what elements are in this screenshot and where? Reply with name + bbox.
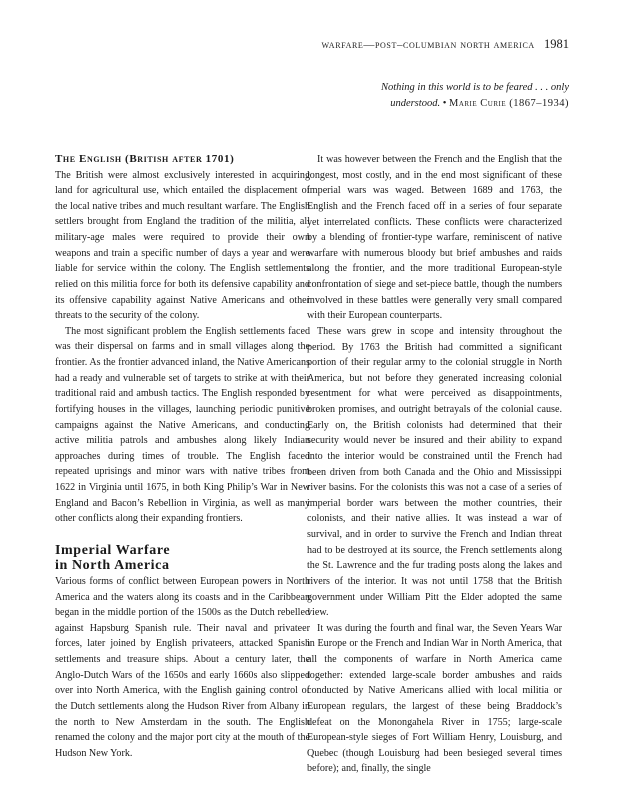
paragraph: The most significant problem the English settlements faced was their dispersal on farms and in small villages along the frontier. As the frontier advanced inland, the Native Americans had a ready and vulnerable set of targets to strike at with their traditional raid and ambush tactics. The English responded by fortifying houses in the villages, launching periodic punitive campaigns against the Native Americans, and conducting active militia patrols and ambushes along likely Indian approaches during times of trouble. The English faced repeated uprisings and minor wars with native tribes from 1622 in Virginia until 1675, in both King Philip’s War in New England and Bacon’s Rebellion in Virginia, as well as many other conflicts along their expanding frontiers. [55,325,310,525]
major-heading-line1: Imperial Warfare [55,542,171,558]
section-heading: The English (British after 1701) [55,153,235,165]
epigraph [381,80,569,112]
epigraph-quote-line2: understood. [390,98,441,109]
paragraph: It was during the fourth and final war, the Seven Years War in Europe or the French and Indian War in North America, that all the components of warfare in North America came together: extended large-scale border ambushes and raids conducted by Native Americans allied with local militia or European regulars, the largest of these being Braddock’s defeat on the Monongahela River in 1755; large-scale European-style sieges of Fort William Henry, Louisburg, and Quebec (though Louisburg had been besieged several times before); and, finally, the single [307,622,562,775]
paragraph: The British were almost exclusively interested in acquiring land for agricultural use, which entailed the displacement of the local native tribes and much resultant warfare. The English settlers brought from England the tradition of the militia, all military-age males were required to provide their own weapons and train a specific number of days a year and were liable for service within the colony. The English settlements relied on this militia force for both its defensive capability and its offensive capability against Native Americans and other threats to the security of the colony. [55,169,310,322]
major-heading [55,543,310,574]
paragraph: These wars grew in scope and intensity throughout the period. By 1763 the British had committed a significant portion of their regular army to the colonial struggle in North America, but not before they generated increasing colonial resentment for what were perceived as disappointments, broken promises, and outright betrayals of the colonial cause. Early on, the British colonists had determined that their security would never be insured and their ability to expand into the interior would be constrained until the French had been driven from both Canada and the Ohio and Mississippi river basins. For the colonists this was not a case of a series of imperial border wars between the mother countries, their colonists, and their native allies. It was instead a war of survival, and in order to survive the French and Indian threat had to be destroyed at its source, the French settlements along the St. Lawrence and the fur trading posts along the lakes and rivers of the interior. It was not until 1758 that the British government under William Pitt the Elder adopted the same view. [307,325,562,619]
paragraph: It was however between the French and the English that the longest, most costly, and in the end most significant of these imperial wars was waged. Between 1689 and 1763, the English and the French faced off in a series of four separate yet interrelated conflicts. These conflicts were characterized by a blending of frontier-type warfare, reminiscent of native warfare with numerous bloody but brief ambushes and raids along the frontier, and the more traditional European-style confrontation of siege and set-piece battle, though the numbers involved in these battles were generally very small compared with their European counterparts. [307,154,562,322]
epigraph-author: Marie Curie (1867–1934) [449,98,569,109]
running-head [322,37,569,52]
running-title: warfare—post–columbian north america [321,39,535,51]
major-heading-line2: in North America [55,558,170,574]
right-column [307,152,562,777]
left-column [55,152,310,761]
epigraph-line2 [381,96,569,112]
epigraph-bullet: • [442,98,447,109]
page-number: 1981 [544,37,569,51]
epigraph-quote-line1: Nothing in this world is to be feared . . . only [380,82,569,93]
paragraph: Various forms of conflict between European powers in North America and the waters along its coasts and in the Caribbean began in the middle portion of the 1500s as the Dutch rebelled against Hapsburg Spanish rule. Their naval and privateer forces, later joined by English privateers, attacked Spanish settlements and treasure ships. About a century later, the Anglo-Dutch Wars of the 1650s and early 1660s also slipped over into North America, with the English gaining control of the Dutch settlements along the Hudson River from Albany in the north to New Amsterdam in the south. The English renamed the colony and the major port city at the mouth of the Hudson New York. [55,575,310,759]
